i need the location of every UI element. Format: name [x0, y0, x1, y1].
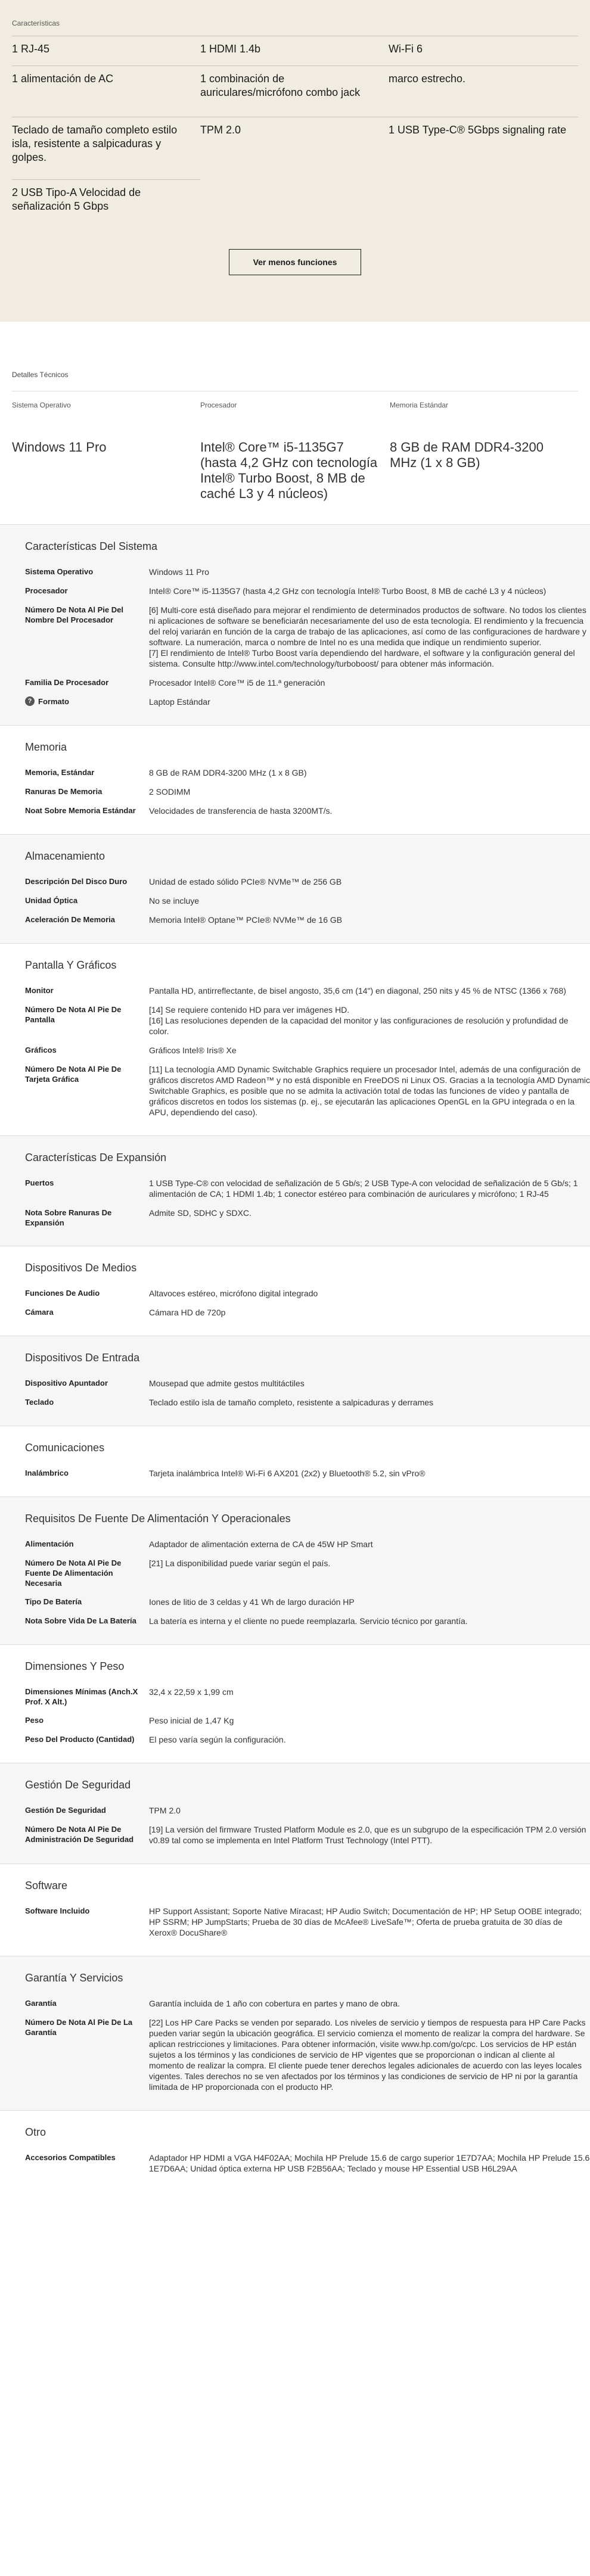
- tech-summary-headers: [12, 391, 578, 409]
- spec-section: [0, 524, 590, 725]
- spec-value: Adaptador de alimentación externa de CA de 45W HP Smart: [149, 1539, 373, 1549]
- spec-row: [0, 696, 590, 707]
- help-icon[interactable]: ?: [25, 696, 35, 706]
- spec-section-title: Dispositivos De Medios: [25, 1262, 137, 1274]
- spec-row: [0, 1715, 590, 1726]
- spec-label: [25, 1288, 149, 1299]
- spec-label-text: Alimentación: [25, 1539, 74, 1548]
- tech-details-title: Detalles Técnicos: [12, 371, 69, 379]
- spec-value: Windows 11 Pro: [149, 567, 209, 577]
- spec-label-text: Funciones De Audio: [25, 1289, 100, 1298]
- spec-rows: [0, 1687, 590, 1763]
- spec-value: Unidad de estado sólido PCIe® NVMe™ de 256 GB: [149, 877, 342, 886]
- spec-row: [0, 1208, 590, 1228]
- spec-label: [25, 2017, 149, 2092]
- spec-label: [25, 1558, 149, 1588]
- spec-value: [21] La disponibilidad puede variar según el país.: [149, 1558, 331, 1568]
- spec-section: [0, 1426, 590, 1497]
- spec-rows: [0, 2152, 590, 2192]
- spec-rows: [0, 985, 590, 1135]
- feature-item: TPM 2.0: [200, 117, 389, 179]
- features-eyebrow: Características: [12, 19, 60, 27]
- spec-row: [0, 1597, 590, 1607]
- spec-label-text: Noat Sobre Memoria Estándar: [25, 806, 136, 815]
- spec-rows: [0, 1378, 590, 1426]
- spec-label-text: Garantía: [25, 1999, 57, 2008]
- spec-section: [0, 1956, 590, 2110]
- spec-row: [0, 1288, 590, 1299]
- spec-row: [0, 567, 590, 577]
- spec-label: [25, 914, 149, 925]
- spec-row: [0, 985, 590, 996]
- spec-rows: [0, 1468, 590, 1497]
- spec-section-title: Características De Expansión: [25, 1152, 167, 1163]
- tech-summary-value: 8 GB de RAM DDR4-3200 MHz (1 x 8 GB): [390, 440, 544, 470]
- spec-section: [0, 834, 590, 943]
- spec-label-text: Gestión De Seguridad: [25, 1806, 106, 1815]
- spec-row: [0, 1558, 590, 1588]
- spec-value: Iones de litio de 3 celdas y 41 Wh de largo duración HP: [149, 1597, 355, 1607]
- spec-row: [0, 1687, 590, 1707]
- spec-value: [11] La tecnología AMD Dynamic Switchable Graphics requiere un procesador Intel, además de una configuración de gráficos discretos AMD Radeon™ y no está disponible en FreeDOS ni Linux OS. Gracias a la tecnología AMD Dynamic Switchable Graphics, es posible que no se admita la activación total de todas las funciones de vídeo y pantalla de gráficos discretos en todos los sistemas (p. ej., se ejecutarán las aplicaciones OpenGL en la GPU integrada o en la APU, dependiendo del caso).: [149, 1065, 590, 1117]
- spec-label: [25, 1064, 149, 1118]
- spec-row: [0, 805, 590, 816]
- feature-item: Wi-Fi 6: [389, 36, 578, 66]
- spec-value: 8 GB de RAM DDR4-3200 MHz (1 x 8 GB): [149, 768, 307, 777]
- spec-row: [0, 1378, 590, 1389]
- spec-label-text: Teclado: [25, 1398, 54, 1407]
- spec-label-text: Ranuras De Memoria: [25, 787, 103, 796]
- spec-label-text: Peso: [25, 1716, 44, 1725]
- spec-value: Laptop Estándar: [149, 697, 210, 707]
- spec-section-title: Pantalla Y Gráficos: [25, 959, 117, 971]
- spec-value: HP Support Assistant; Soporte Native Miracast; HP Audio Switch; Documentación de HP; HP Setup OOBE integrado; HP SSRM; HP JumpStarts; Prueba de 30 días de McAfee® LiveSafe™; Oferta de prueba gratuita de 30 días de Xerox® DocuShare®: [149, 1906, 582, 1937]
- spec-label: [25, 1004, 149, 1037]
- spec-label-text: Número De Nota Al Pie Del Nombre Del Procesador: [25, 605, 123, 624]
- spec-section: [0, 1497, 590, 1644]
- spec-row: [0, 1824, 590, 1846]
- spec-label-text: Inalámbrico: [25, 1469, 69, 1477]
- spec-row: [0, 1045, 590, 1056]
- tech-summary-header: Sistema Operativo: [12, 401, 71, 409]
- spec-section: [0, 943, 590, 1135]
- spec-section-title: Garantía Y Servicios: [25, 1972, 123, 1984]
- spec-label: [25, 1824, 149, 1846]
- spec-label-text: Número De Nota Al Pie De Fuente De Alimentación Necesaria: [25, 1558, 122, 1588]
- spec-rows: [0, 767, 590, 834]
- spec-rows: [0, 567, 590, 725]
- spec-value: Altavoces estéreo, micrófono digital integrado: [149, 1289, 318, 1298]
- spec-row: [0, 786, 590, 797]
- spec-label-text: Descripción Del Disco Duro: [25, 877, 128, 886]
- spec-section: [0, 1336, 590, 1426]
- spec-section-title: Características Del Sistema: [25, 540, 158, 552]
- spec-label: [25, 767, 149, 778]
- spec-value: Pantalla HD, antirreflectante, de bisel angosto, 35,6 cm (14") en diagonal, 250 nits y 45 % de NTSC (1366 x 768): [149, 986, 566, 995]
- spec-label-text: Número De Nota Al Pie De Tarjeta Gráfica: [25, 1065, 122, 1084]
- spec-label-text: Nota Sobre Ranuras De Expansión: [25, 1208, 112, 1227]
- spec-section-title: Software: [25, 1880, 68, 1891]
- spec-label: [25, 1687, 149, 1707]
- spec-label: [25, 786, 149, 797]
- spec-label: [25, 605, 149, 669]
- spec-row: [0, 1616, 590, 1626]
- spec-label-text: Número De Nota Al Pie De Administración De Seguridad: [25, 1825, 134, 1844]
- spec-row: [0, 767, 590, 778]
- feature-item: 1 HDMI 1.4b: [200, 36, 389, 66]
- spec-label-text: Dispositivo Apuntador: [25, 1379, 108, 1387]
- spec-label-text: Tipo De Batería: [25, 1597, 82, 1606]
- spec-value: 2 SODIMM: [149, 787, 191, 797]
- spec-label: [25, 1468, 149, 1479]
- spec-section: [0, 1763, 590, 1863]
- spec-value: Tarjeta inalámbrica Intel® Wi-Fi 6 AX201 (2x2) y Bluetooth® 5.2, sin vPro®: [149, 1469, 426, 1478]
- spec-label: [25, 1045, 149, 1056]
- spec-rows: [0, 1906, 590, 1956]
- spec-row: [0, 2017, 590, 2092]
- spec-label: [25, 895, 149, 906]
- feature-item: 1 RJ-45: [12, 36, 200, 66]
- spec-row: [0, 605, 590, 669]
- spec-label-text: Formato: [38, 697, 69, 706]
- spec-section: [0, 2110, 590, 2192]
- spec-row: [0, 1064, 590, 1118]
- tech-summary-header: Procesador: [200, 401, 237, 409]
- spec-value: Velocidades de transferencia de hasta 3200MT/s.: [149, 806, 333, 816]
- spec-label: [25, 1734, 149, 1745]
- spec-value: 32,4 x 22,59 x 1,99 cm: [149, 1687, 234, 1697]
- spec-label: [25, 1805, 149, 1816]
- spec-label-text: Aceleración De Memoria: [25, 915, 116, 924]
- spec-label: [25, 1397, 149, 1408]
- spec-value: Gráficos Intel® Iris® Xe: [149, 1046, 237, 1055]
- spec-label: [25, 586, 149, 596]
- see-less-features-button[interactable]: Ver menos funciones: [229, 249, 361, 275]
- spec-label: [25, 1378, 149, 1389]
- feature-item: 1 alimentación de AC: [12, 66, 200, 117]
- spec-label: [25, 876, 149, 887]
- spec-rows: [0, 1805, 590, 1863]
- spec-label-text: Monitor: [25, 986, 54, 995]
- spec-section-title: Memoria: [25, 741, 67, 753]
- spec-label: [25, 1208, 149, 1228]
- feature-item: 1 USB Type-C® 5Gbps signaling rate: [389, 117, 578, 179]
- spec-row: [0, 1734, 590, 1745]
- spec-value: Intel® Core™ i5-1135G7 (hasta 4,2 GHz con tecnología Intel® Turbo Boost, 8 MB de caché L3 y 4 núcleos): [149, 586, 546, 596]
- spec-rows: [0, 1288, 590, 1336]
- spec-rows: [0, 876, 590, 943]
- feature-item: marco estrecho.: [389, 66, 578, 117]
- tech-details-summary: [0, 322, 590, 524]
- spec-row: [0, 586, 590, 596]
- spec-label: [25, 696, 149, 707]
- spec-sections: [0, 524, 590, 2192]
- spec-section-title: Requisitos De Fuente De Alimentación Y Operacionales: [25, 1513, 291, 1525]
- spec-section-title: Otro: [25, 2126, 46, 2138]
- spec-label-text: Sistema Operativo: [25, 567, 94, 576]
- spec-value: Mousepad que admite gestos multitáctiles: [149, 1379, 305, 1388]
- spec-row: [0, 1178, 590, 1199]
- spec-value: Peso inicial de 1,47 Kg: [149, 1716, 234, 1725]
- spec-value: El peso varía según la configuración.: [149, 1735, 286, 1744]
- spec-label-text: Procesador: [25, 586, 68, 595]
- spec-row: [0, 2152, 590, 2174]
- spec-value: La batería es interna y el cliente no puede reemplazarla. Servicio técnico por garantía.: [149, 1616, 468, 1626]
- spec-row: [0, 895, 590, 906]
- spec-row: [0, 1397, 590, 1408]
- tech-summary-value: Windows 11 Pro: [12, 440, 107, 455]
- feature-item: 2 USB Tipo-A Velocidad de señalización 5 Gbps: [12, 179, 200, 228]
- features-grid: [12, 36, 578, 228]
- feature-item: 1 combinación de auriculares/micrófono combo jack: [200, 66, 389, 117]
- spec-row: [0, 1539, 590, 1550]
- spec-label: [25, 985, 149, 996]
- spec-row: [0, 1004, 590, 1037]
- spec-section-title: Dimensiones Y Peso: [25, 1660, 125, 1672]
- spec-rows: [0, 1539, 590, 1644]
- feature-item: Teclado de tamaño completo estilo isla, resistente a salpicaduras y golpes.: [12, 117, 200, 179]
- spec-label: [25, 677, 149, 688]
- spec-section-title: Gestión De Seguridad: [25, 1779, 131, 1791]
- spec-label: [25, 1616, 149, 1626]
- spec-label: [25, 1906, 149, 1938]
- spec-label: [25, 567, 149, 577]
- spec-label-text: Dimensiones Mínimas (Anch.X Prof. X Alt.): [25, 1687, 138, 1706]
- spec-label-text: Número De Nota Al Pie De Pantalla: [25, 1005, 122, 1024]
- spec-label: [25, 1178, 149, 1199]
- spec-value: Teclado estilo isla de tamaño completo, resistente a salpicaduras y derrames: [149, 1398, 434, 1407]
- spec-value: 1 USB Type-C® con velocidad de señalización de 5 Gb/s; 2 USB Type-A con velocidad de señalización de 5 Gb/s; 1 alimentación de CA; 1 HDMI 1.4b; 1 conector estéreo para combinación de auriculares y micrófono; 1 RJ-45: [149, 1178, 578, 1199]
- spec-label-text: Familia De Procesador: [25, 678, 109, 687]
- spec-label: [25, 1715, 149, 1726]
- spec-label-text: Gráficos: [25, 1046, 57, 1054]
- spec-label: [25, 1307, 149, 1318]
- spec-value: [14] Se requiere contenido HD para ver imágenes HD. [16] Las resoluciones dependen de la capacidad del monitor y las configuraciones de resolución y profundidad de color.: [149, 1005, 569, 1036]
- spec-section-title: Almacenamiento: [25, 850, 105, 862]
- spec-label-text: Cámara: [25, 1308, 54, 1317]
- spec-row: [0, 1805, 590, 1816]
- spec-row: [0, 1906, 590, 1938]
- spec-label-text: Accesorios Compatibles: [25, 2153, 116, 2162]
- spec-value: Memoria Intel® Optane™ PCIe® NVMe™ de 16 GB: [149, 915, 343, 925]
- spec-label: [25, 805, 149, 816]
- spec-value: TPM 2.0: [149, 1806, 181, 1815]
- spec-value: Adaptador HP HDMI a VGA H4F02AA; Mochila HP Prelude 15.6 de cargo superior 1E7D7AA; Mochila HP Prelude 15.6 1E7D6AA; Unidad óptica externa HP USB F2B56AA; Teclado y mouse HP Essential USB H6L29AA: [149, 2153, 590, 2173]
- spec-value: [19] La versión del firmware Trusted Platform Module es 2.0, que es un subgrupo de la especificación TPM 2.0 versión v0.89 tal como se implementa en Intel Platform Trust Technology (Intel PTT).: [149, 1825, 586, 1845]
- spec-section: [0, 1135, 590, 1246]
- spec-section: [0, 1863, 590, 1956]
- spec-row: [0, 914, 590, 925]
- spec-label: [25, 1539, 149, 1550]
- spec-section-title: Comunicaciones: [25, 1442, 105, 1454]
- spec-value: Cámara HD de 720p: [149, 1308, 226, 1317]
- spec-section-title: Dispositivos De Entrada: [25, 1352, 140, 1364]
- spec-label-text: Memoria, Estándar: [25, 768, 95, 777]
- spec-section: [0, 725, 590, 834]
- spec-row: [0, 1998, 590, 2009]
- spec-label: [25, 2152, 149, 2174]
- spec-value: [22] Los HP Care Packs se venden por separado. Los niveles de servicio y tiempos de respuesta para HP Care Packs pueden variar según la ubicación geográfica. El servicio comienza el momento de realizar la compra del hardware. Se aplican restricciones y limitaciones. Para obtener información, visite www.hp.com/go/cpc. Los servicios de HP están sujetos a los términos y las condiciones de servicio de HP vigentes que se proporcionan o indican al cliente al momento de realizar la compra. El cliente puede tener derechos legales adicionales de acuerdo con las leyes locales vigentes. Tales derechos no se ven afectados por los términos y las condiciones de servicio de HP ni por la garantía limitada de HP proporcionada con el producto HP.: [149, 2018, 586, 2092]
- spec-section: [0, 1644, 590, 1763]
- spec-label-text: Peso Del Producto (Cantidad): [25, 1735, 135, 1744]
- spec-section: [0, 1246, 590, 1336]
- spec-label-text: Puertos: [25, 1178, 54, 1187]
- spec-row: [0, 1468, 590, 1479]
- spec-label-text: Software Incluido: [25, 1906, 90, 1915]
- spec-label-text: Nota Sobre Vida De La Batería: [25, 1616, 136, 1625]
- tech-summary-value: Intel® Core™ i5-1135G7 (hasta 4,2 GHz con tecnología Intel® Turbo Boost, 8 MB de caché L3 y 4 núcleos): [200, 440, 378, 501]
- spec-rows: [0, 1998, 590, 2110]
- spec-value: Procesador Intel® Core™ i5 de 11.ª generación: [149, 678, 325, 687]
- spec-label: [25, 1998, 149, 2009]
- spec-row: [0, 1307, 590, 1318]
- spec-label-text: Número De Nota Al Pie De La Garantía: [25, 2018, 133, 2037]
- tech-summary-values: [12, 440, 578, 502]
- spec-value: [6] Multi-core está diseñado para mejorar el rendimiento de determinados productos de software. No todos los clientes ni aplicaciones de software se beneficiarán necesariamente del uso de esta tecnología. El rendimiento y la frecuencia del reloj variarán en función de la carga de trabajo de las aplicaciones, así como de las configuraciones de hardware y software. La numeración, marca o nombre de Intel no es una medida que indique un rendimiento superior. [7] El rendimiento de Intel® Turbo Boost varía dependiendo del hardware, el software y la configuración general del sistema. Consulte http://www.intel.com/technology/turboboost/ para obtener más información.: [149, 605, 586, 668]
- spec-value: Admite SD, SDHC y SDXC.: [149, 1208, 251, 1218]
- spec-row: [0, 876, 590, 887]
- features-panel: [0, 0, 590, 322]
- spec-value: Garantía incluida de 1 año con cobertura en partes y mano de obra.: [149, 1999, 400, 2008]
- spec-row: [0, 677, 590, 688]
- spec-value: No se incluye: [149, 896, 200, 906]
- tech-summary-header: Memoria Estándar: [390, 401, 449, 409]
- spec-label-text: Unidad Óptica: [25, 896, 78, 905]
- spec-rows: [0, 1178, 590, 1246]
- spec-label: [25, 1597, 149, 1607]
